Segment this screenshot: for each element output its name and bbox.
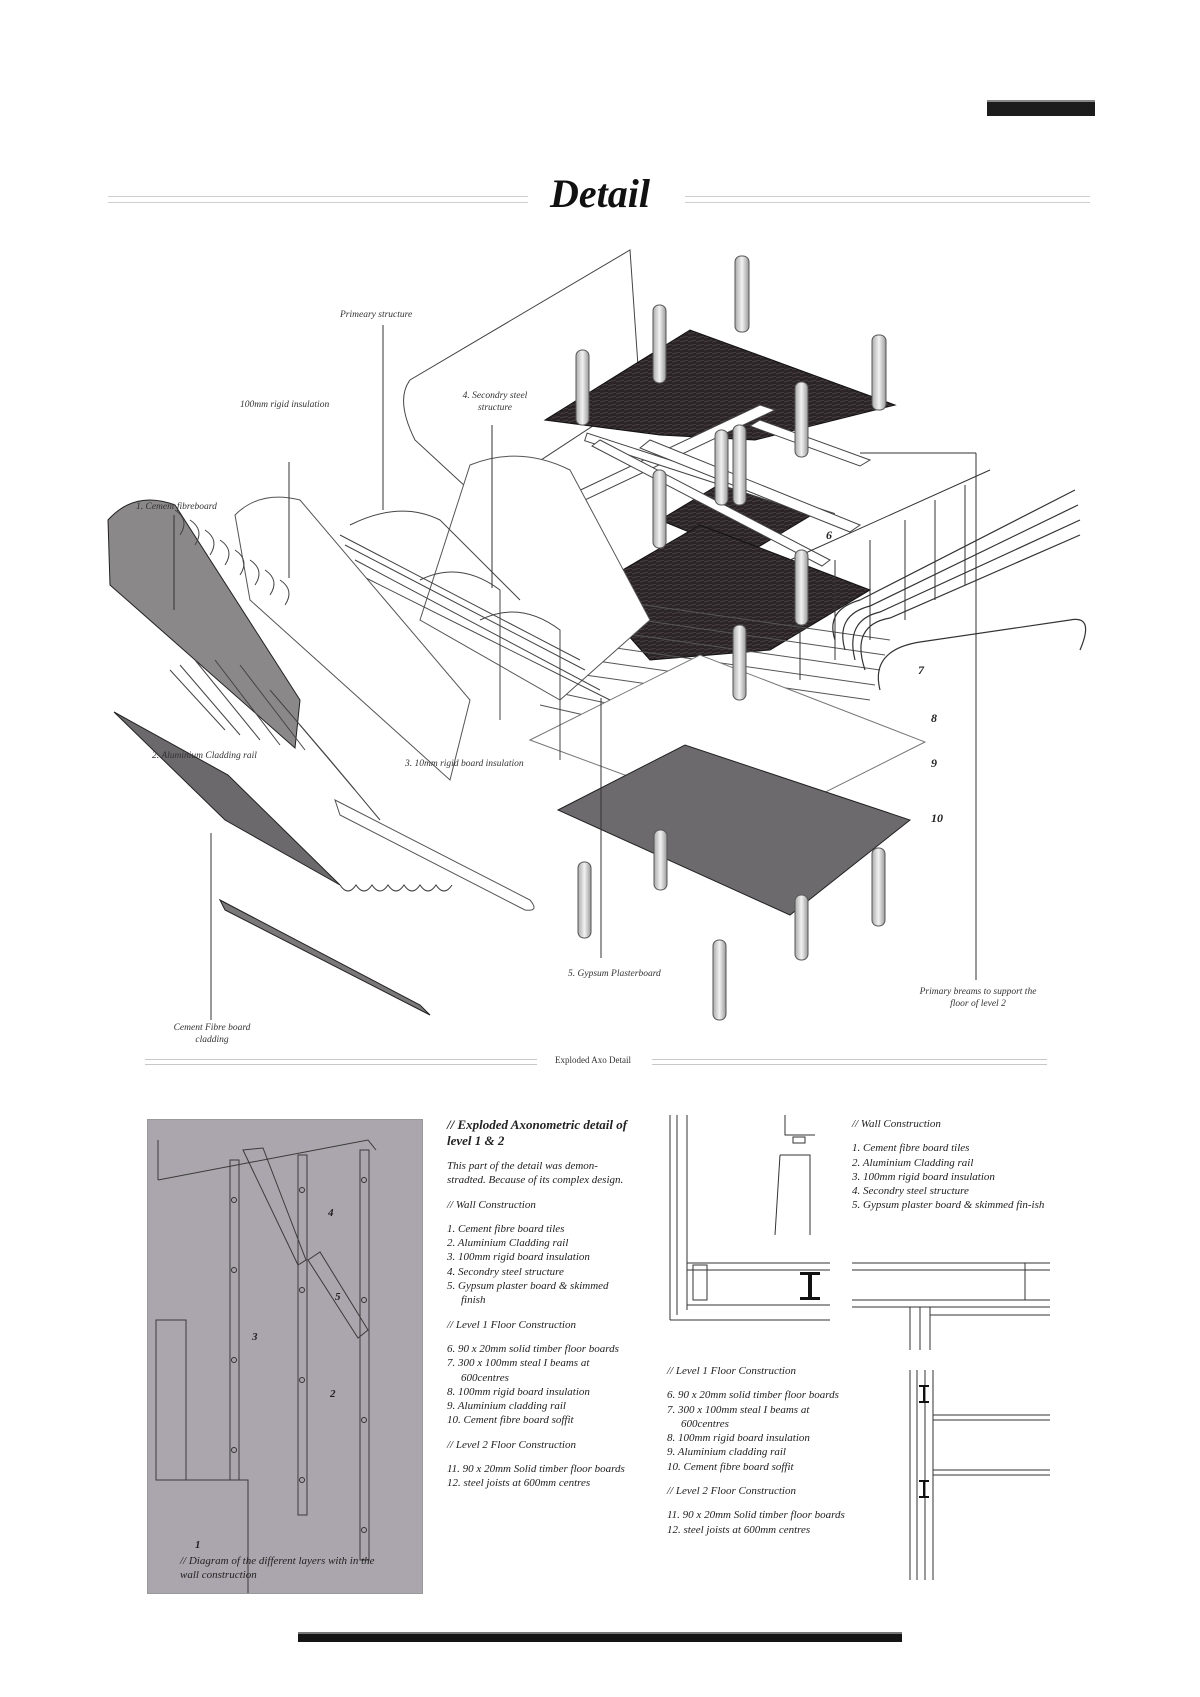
aluminium-rail-sheet: [114, 712, 340, 885]
list-item: 10. Cement fibre board soffit: [447, 1414, 574, 1427]
right-wall-title: // Wall Construction: [852, 1118, 941, 1130]
layer-num-3: 3: [252, 1331, 258, 1343]
list-item: 10. Cement fibre board soffit: [667, 1460, 794, 1473]
list-item: 2. Aluminium Cladding rail: [852, 1156, 974, 1169]
page-title: Detail: [550, 171, 650, 216]
layer-num-2: 2: [330, 1388, 336, 1400]
axo-caption: Exploded Axo Detail: [555, 1055, 631, 1065]
footer-bar: [298, 1632, 902, 1642]
right-l1-list: [667, 1388, 847, 1474]
label-rigid-insulation: 100mm rigid insulation: [240, 400, 330, 410]
list-item: 4. Secondry steel structure: [852, 1185, 969, 1198]
rigid-insulation-sheet: [235, 497, 470, 780]
right-l2-list: [667, 1508, 847, 1537]
callout-9: 9: [931, 756, 937, 770]
list-item: 7. 300 x 100mm steal I beams at 600centres: [447, 1357, 590, 1384]
label-aluminium-rail: 2. Aluminium Cladding rail: [152, 751, 257, 761]
text-l2-list: [447, 1462, 632, 1491]
wall-layers-drawing: [148, 1120, 422, 1593]
label-gypsum: 5. Gypsum Plasterboard: [568, 969, 661, 979]
text-intro: This part of the detail was demon-stradted. Because of its complex design.: [447, 1160, 624, 1187]
list-item: 8. 100mm rigid board insulation: [667, 1432, 810, 1445]
list-item: 5. Gypsum plaster board & skimmed finish: [447, 1280, 609, 1307]
list-item: 5. Gypsum plaster board & skimmed fin-ish: [852, 1199, 1045, 1212]
text-wall-list: [447, 1222, 632, 1308]
right-floor-text: [667, 1364, 847, 1537]
label-primary-structure: Primeary structure: [340, 310, 413, 320]
aluminium-channel: [220, 900, 430, 1015]
list-item: 1. Cement fibre board tiles: [852, 1142, 970, 1155]
list-item: 8. 100mm rigid board insulation: [447, 1385, 590, 1398]
layer-num-1: 1: [195, 1539, 201, 1551]
gutter-profile: [335, 800, 534, 910]
callout-6: 6: [826, 528, 832, 542]
label-secondary-steel: 4. Secondry steel structure: [462, 391, 528, 413]
text-l1-title: // Level 1 Floor Construction: [447, 1318, 576, 1331]
layer-num-5: 5: [335, 1291, 341, 1303]
list-item: 6. 90 x 20mm solid timber floor boards: [447, 1342, 619, 1355]
caption-rule-left: [145, 1059, 537, 1065]
callout-7: 7: [918, 663, 924, 677]
scallop-rail: [340, 885, 452, 891]
list-item: 7. 300 x 100mm steal I beams at 600centres: [667, 1403, 810, 1430]
list-item: 12. steel joists at 600mm centres: [667, 1523, 811, 1536]
label-cement-cladding: Cement Fibre board cladding: [173, 1023, 251, 1045]
right-wall-list: [852, 1141, 1050, 1212]
list-item: 12. steel joists at 600mm centres: [447, 1477, 591, 1490]
list-item: 11. 90 x 20mm Solid timber floor boards: [447, 1463, 625, 1476]
right-l2-title: // Level 2 Floor Construction: [667, 1485, 796, 1498]
layer-num-4: 4: [328, 1207, 334, 1219]
list-item: 9. Aluminium cladding rail: [667, 1446, 786, 1459]
label-cement-fibreboard: 1. Cement fibreboard: [136, 502, 217, 512]
wall-layers-panel: [147, 1119, 423, 1594]
list-item: 6. 90 x 20mm solid timber floor boards: [667, 1389, 839, 1402]
panel-caption: // Diagram of the different layers with in the wall construction: [180, 1555, 375, 1582]
caption-rule-right: [652, 1059, 1047, 1065]
list-item: 2. Aluminium Cladding rail: [447, 1237, 569, 1250]
text-wall-title: // Wall Construction: [447, 1198, 536, 1211]
text-l2-title: // Level 2 Floor Construction: [447, 1438, 576, 1451]
list-item: 3. 100mm rigid board insulation: [447, 1251, 590, 1264]
right-wall-text: [852, 1117, 1050, 1213]
list-item: 11. 90 x 20mm Solid timber floor boards: [667, 1509, 845, 1522]
text-heading: // Exploded Axonometric detail of level 1 & 2: [447, 1117, 628, 1148]
list-item: 9. Aluminium cladding rail: [447, 1400, 566, 1413]
label-board-insulation: 3. 10mm rigid board insulation: [405, 759, 524, 769]
list-item: 4. Secondry steel structure: [447, 1265, 564, 1278]
text-column: [447, 1117, 632, 1491]
list-item: 1. Cement fibre board tiles: [447, 1222, 565, 1235]
label-primary-beams: Primary breams to support the floor of level 2: [919, 987, 1037, 1009]
callout-8: 8: [931, 711, 937, 725]
callout-10: 10: [931, 811, 943, 825]
text-l1-list: [447, 1342, 632, 1428]
list-item: 3. 100mm rigid board insulation: [852, 1170, 995, 1183]
right-l1-title: // Level 1 Floor Construction: [667, 1365, 796, 1377]
